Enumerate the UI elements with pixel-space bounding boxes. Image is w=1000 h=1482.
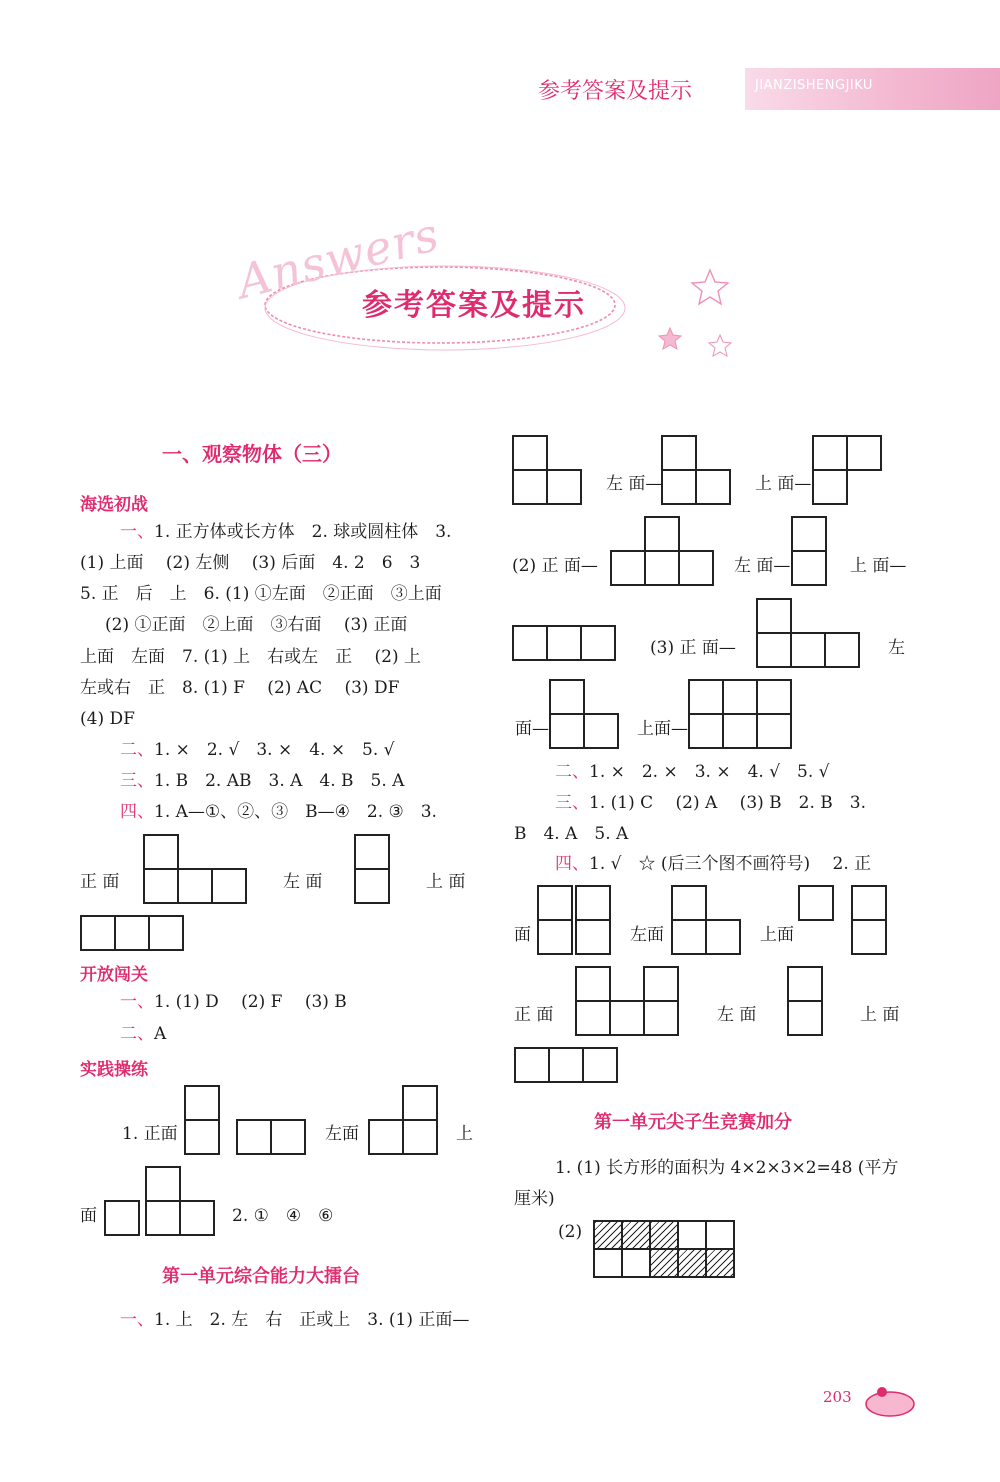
header-band bbox=[745, 68, 1000, 110]
answer-line: 2. ① ④ ⑥ bbox=[232, 1206, 334, 1226]
grid-top-view bbox=[851, 885, 887, 955]
grid-top-view bbox=[80, 915, 184, 951]
grid-top-view bbox=[798, 885, 834, 921]
star-icon bbox=[659, 328, 681, 349]
grid-left-view bbox=[354, 834, 390, 902]
section-shijian: 实践操练 bbox=[80, 1060, 148, 1080]
grid-left-view bbox=[661, 435, 731, 505]
view-label-front: 正 面 bbox=[514, 1005, 554, 1025]
answer-line: B 4. A 5. A bbox=[514, 824, 629, 844]
view-label-top: 上面— bbox=[637, 719, 688, 739]
grid-front-view bbox=[756, 598, 860, 668]
view-label-top: 面 bbox=[80, 1206, 97, 1226]
item-mark: 四、 bbox=[120, 802, 154, 822]
view-label-front: (2) 正 面— bbox=[512, 556, 598, 576]
grid-top-view bbox=[514, 1047, 618, 1083]
grid-left-view bbox=[791, 516, 827, 586]
item-mark: 三、 bbox=[555, 793, 589, 813]
star-icon bbox=[709, 335, 731, 356]
view-label-left: 左 面 bbox=[283, 872, 323, 892]
banner-script: Answers bbox=[231, 206, 445, 309]
answer-line: (1) 上面 (2) 左侧 (3) 后面 4. 2 6 3 bbox=[80, 553, 421, 573]
view-label-left: 左 面— bbox=[606, 474, 663, 494]
item-mark: 二、 bbox=[555, 762, 589, 782]
view-label-left: 左 面— bbox=[734, 556, 791, 576]
banner-title: 参考答案及提示 bbox=[362, 288, 586, 323]
grid-left-view bbox=[549, 679, 619, 749]
answer-line: 1. 正面 bbox=[122, 1124, 178, 1144]
header-band-text: JIANZISHENGJIKU bbox=[755, 78, 873, 93]
answer-line: 1. 正方体或长方体 2. 球或圆柱体 3. bbox=[154, 522, 452, 542]
view-label-top: 上面 bbox=[760, 925, 794, 945]
item-mark: 一、 bbox=[120, 992, 154, 1012]
item-mark: 二、 bbox=[120, 1024, 154, 1044]
answer-line: 1. × 2. × 3. × 4. √ 5. √ bbox=[589, 762, 830, 782]
answer-line: 左或右 正 8. (1) F (2) AC (3) DF bbox=[80, 678, 400, 698]
view-label-left: 左面 bbox=[325, 1124, 359, 1144]
chapter-title: 一、观察物体（三） bbox=[162, 442, 342, 466]
section-haixuan: 海选初战 bbox=[80, 495, 148, 515]
grid-left-view bbox=[236, 1119, 306, 1155]
section-zonghe: 第一单元综合能力大擂台 bbox=[162, 1266, 360, 1287]
section-kaifang: 开放闯关 bbox=[80, 965, 148, 985]
view-label-front: 面 bbox=[514, 925, 531, 945]
grid-left-view bbox=[671, 885, 741, 955]
grid-shaded-rectangle bbox=[593, 1220, 738, 1280]
view-label-top: 上 面 bbox=[860, 1005, 900, 1025]
mascot-icon bbox=[860, 1378, 920, 1418]
grid-top-view bbox=[104, 1200, 140, 1236]
answer-line: 1. B 2. AB 3. A 4. B 5. A bbox=[154, 771, 405, 791]
grid-top-view bbox=[812, 435, 882, 505]
answer-line: 1. (1) 长方形的面积为 4×2×3×2=48 (平方 bbox=[555, 1158, 899, 1178]
view-label-front: (3) 正 面— bbox=[650, 638, 736, 658]
grid-front-view bbox=[537, 885, 613, 955]
item-mark: 一、 bbox=[120, 522, 154, 542]
view-label-left: 左 bbox=[888, 638, 905, 658]
grid-top-view bbox=[688, 679, 792, 749]
answer-line: (4) DF bbox=[80, 709, 135, 729]
grid-composite-view bbox=[145, 1166, 215, 1236]
view-label-top: 上 面— bbox=[850, 556, 907, 576]
view-label-top: 上 面 bbox=[426, 872, 466, 892]
answer-line: 厘米) bbox=[514, 1189, 555, 1209]
answer-line: (2) ①正面 ②上面 ③右面 (3) 正面 bbox=[105, 615, 408, 635]
answer-line: 上面 左面 7. (1) 上 右或左 正 (2) 上 bbox=[80, 647, 421, 667]
answer-line: 1. (1) D (2) F (3) B bbox=[154, 992, 347, 1012]
view-label-left: 左 面 bbox=[717, 1005, 757, 1025]
grid-top-view bbox=[512, 625, 616, 661]
answer-line: 1. 上 2. 左 右 正或上 3. (1) 正面— bbox=[154, 1310, 470, 1330]
item-mark: 三、 bbox=[120, 771, 154, 791]
answer-line: 5. 正 后 上 6. (1) ①左面 ②正面 ③上面 bbox=[80, 584, 442, 604]
grid-front-view bbox=[575, 966, 679, 1036]
answer-line: 1. A—①、②、③ B—④ 2. ③ 3. bbox=[154, 802, 437, 822]
answer-line: 1. × 2. √ 3. × 4. × 5. √ bbox=[154, 740, 395, 760]
item-mark: 二、 bbox=[120, 740, 154, 760]
view-label-left: 左面 bbox=[630, 925, 664, 945]
grid-left-view bbox=[787, 966, 823, 1036]
section-jingsai: 第一单元尖子生竞赛加分 bbox=[594, 1112, 792, 1133]
answer-line: (2) bbox=[558, 1222, 583, 1242]
grid-front-view bbox=[184, 1085, 220, 1155]
grid-front-view bbox=[610, 516, 714, 586]
view-label-top: 上 bbox=[456, 1124, 473, 1144]
item-mark: 一、 bbox=[120, 1310, 154, 1330]
star-icon bbox=[692, 270, 728, 304]
answer-line: 1. √ ☆ (后三个图不画符号) 2. 正 bbox=[589, 854, 872, 874]
grid-front-view bbox=[143, 834, 245, 902]
grid-front-view bbox=[512, 435, 582, 505]
view-label-left: 面— bbox=[515, 719, 549, 739]
answer-line: A bbox=[154, 1024, 167, 1044]
answer-line: 1. (1) C (2) A (3) B 2. B 3. bbox=[589, 793, 866, 813]
item-mark: 四、 bbox=[555, 854, 589, 874]
header-title: 参考答案及提示 bbox=[538, 79, 693, 104]
view-label-top: 上 面— bbox=[755, 474, 812, 494]
grid-composite-view bbox=[368, 1085, 438, 1155]
page-number: 203 bbox=[823, 1388, 852, 1406]
view-label-front: 正 面 bbox=[80, 872, 120, 892]
